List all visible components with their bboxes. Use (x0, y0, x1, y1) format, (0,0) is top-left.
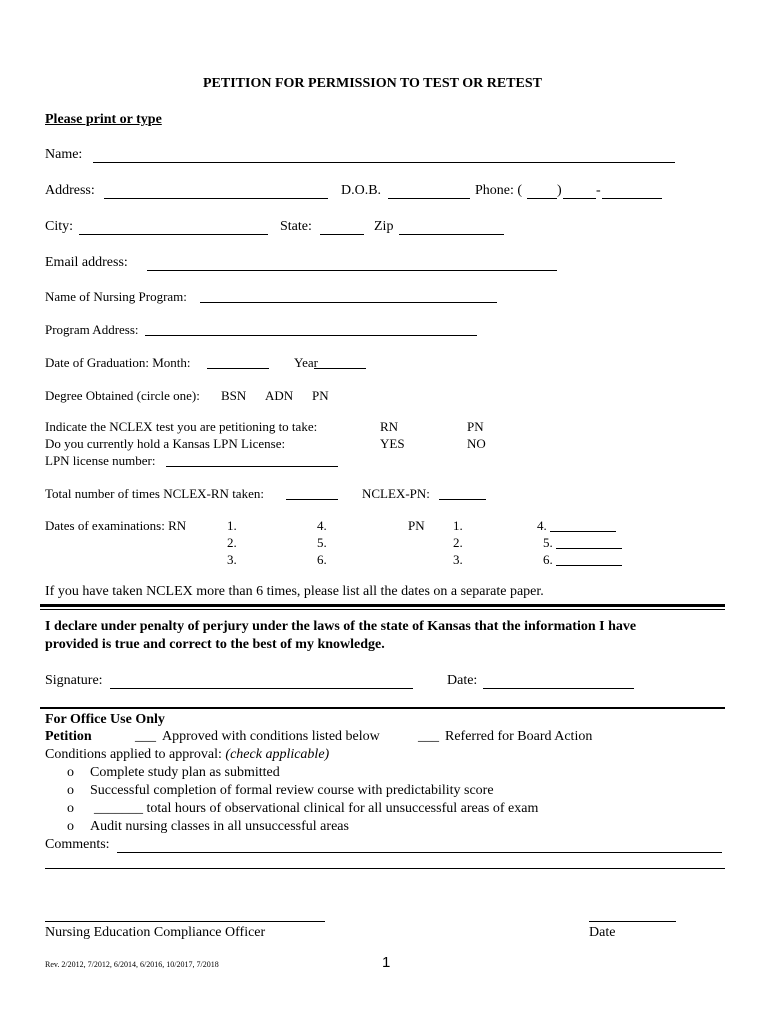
print-instruction: Please print or type (45, 112, 162, 127)
email-field[interactable] (147, 257, 557, 271)
referred-blank[interactable]: ___ (418, 729, 439, 744)
times-pn-field[interactable] (439, 486, 486, 500)
lpn-number-field[interactable] (166, 453, 338, 467)
pn-date-4-field[interactable] (550, 518, 616, 532)
graduation-month-field[interactable] (207, 355, 269, 369)
address-field[interactable] (104, 185, 328, 199)
lpn-license-label: Do you currently hold a Kansas LPN License: (45, 436, 286, 451)
checkbox-bullet[interactable]: o (67, 801, 74, 816)
conditions-label: Conditions applied to approval: (check applicable) (45, 747, 330, 762)
year-label: Year (294, 355, 318, 370)
comments-label: Comments: (45, 837, 110, 852)
phone-label: Phone: ( (475, 183, 523, 198)
program-address-label: Program Address: (45, 322, 139, 337)
pn-date-2[interactable]: 2. (453, 535, 463, 550)
revision-note: Rev. 2/2012, 7/2012, 6/2014, 6/2016, 10/2017, 7/2018 (45, 960, 219, 969)
city-label: City: (45, 219, 74, 234)
dob-label: D.O.B. (341, 183, 382, 198)
office-divider (40, 707, 725, 709)
condition-item-3: _______ total hours of observational clinical for all unsuccessful areas of exam (94, 801, 539, 816)
times-pn-label: NCLEX-PN: (362, 486, 430, 501)
degree-option-adn[interactable]: ADN (265, 388, 294, 403)
page-title: PETITION FOR PERMISSION TO TEST OR RETEST (203, 76, 542, 91)
nclex-option-rn[interactable]: RN (380, 419, 399, 434)
dob-field[interactable] (388, 185, 470, 199)
lpn-number-label: LPN license number: (45, 453, 156, 468)
office-heading: For Office Use Only (45, 712, 165, 727)
declaration-line-1: I declare under penalty of perjury under the laws of the state of Kansas that the information I have (45, 619, 637, 634)
rn-date-2[interactable]: 2. (227, 535, 237, 550)
signature-label: Signature: (45, 673, 103, 688)
condition-item-1: Complete study plan as submitted (90, 765, 280, 780)
rn-date-5[interactable]: 5. (317, 535, 327, 550)
condition-item-2: Successful completion of formal review course with predictability score (90, 783, 494, 798)
phone-dash: - (596, 183, 601, 198)
officer-label: Nursing Education Compliance Officer (45, 925, 266, 940)
checkbox-bullet[interactable]: o (67, 783, 74, 798)
nclex-option-pn[interactable]: PN (467, 419, 484, 434)
zip-label: Zip (374, 219, 394, 234)
approved-label: Approved with conditions listed below (162, 729, 380, 744)
times-rn-field[interactable] (286, 486, 338, 500)
section-divider-thin (40, 609, 725, 610)
petition-label: Petition (45, 729, 92, 744)
state-label: State: (280, 219, 312, 234)
email-label: Email address: (45, 255, 128, 270)
section-divider-thick (40, 604, 725, 607)
comments-field[interactable] (117, 839, 722, 853)
checkbox-bullet[interactable]: o (67, 819, 74, 834)
rn-date-6[interactable]: 6. (317, 552, 327, 567)
program-name-label: Name of Nursing Program: (45, 289, 187, 304)
dates-label: Dates of examinations: RN (45, 518, 187, 533)
approved-blank[interactable]: ___ (135, 729, 156, 744)
page-number: 1 (382, 954, 391, 971)
pn-date-6[interactable]: 6. (543, 552, 553, 567)
referred-label: Referred for Board Action (445, 729, 593, 744)
declaration-date-label: Date: (447, 673, 478, 688)
state-field[interactable] (320, 221, 364, 235)
nclex-test-label: Indicate the NCLEX test you are petitioning to take: (45, 419, 318, 434)
name-field[interactable] (93, 149, 675, 163)
phone-area-field[interactable] (527, 185, 557, 199)
phone-prefix-field[interactable] (563, 185, 596, 199)
lpn-option-yes[interactable]: YES (380, 436, 405, 451)
checkbox-bullet[interactable]: o (67, 765, 74, 780)
declaration-date-field[interactable] (483, 675, 634, 689)
officer-signature-line[interactable] (45, 921, 325, 922)
separate-paper-note: If you have taken NCLEX more than 6 times, please list all the dates on a separate paper. (45, 584, 544, 599)
degree-option-pn[interactable]: PN (312, 388, 329, 403)
officer-date-label: Date (589, 925, 616, 940)
phone-line-field[interactable] (602, 185, 662, 199)
rn-date-1[interactable]: 1. (227, 518, 237, 533)
condition-item-4: Audit nursing classes in all unsuccessful areas (90, 819, 349, 834)
name-label: Name: (45, 147, 83, 162)
pn-date-5-field[interactable] (556, 535, 622, 549)
pn-date-3[interactable]: 3. (453, 552, 463, 567)
declaration-line-2: provided is true and correct to the best of my knowledge. (45, 637, 385, 652)
dates-pn-label: PN (408, 518, 425, 533)
comments-field-line-2[interactable] (45, 868, 725, 869)
zip-field[interactable] (399, 221, 504, 235)
pn-date-4[interactable]: 4. (537, 518, 547, 533)
pn-date-6-field[interactable] (556, 552, 622, 566)
phone-paren: ) (557, 183, 562, 198)
signature-field[interactable] (110, 675, 413, 689)
officer-date-line[interactable] (589, 921, 676, 922)
pn-date-5[interactable]: 5. (543, 535, 553, 550)
address-label: Address: (45, 183, 95, 198)
program-name-field[interactable] (200, 289, 497, 303)
pn-date-1[interactable]: 1. (453, 518, 463, 533)
times-rn-label: Total number of times NCLEX-RN taken: (45, 486, 264, 501)
degree-option-bsn[interactable]: BSN (221, 388, 247, 403)
lpn-option-no[interactable]: NO (467, 436, 486, 451)
rn-date-3[interactable]: 3. (227, 552, 237, 567)
city-field[interactable] (79, 221, 268, 235)
graduation-year-field[interactable] (314, 355, 366, 369)
degree-label: Degree Obtained (circle one): (45, 388, 200, 403)
rn-date-4[interactable]: 4. (317, 518, 327, 533)
program-address-field[interactable] (145, 322, 477, 336)
graduation-label: Date of Graduation: Month: (45, 355, 191, 370)
